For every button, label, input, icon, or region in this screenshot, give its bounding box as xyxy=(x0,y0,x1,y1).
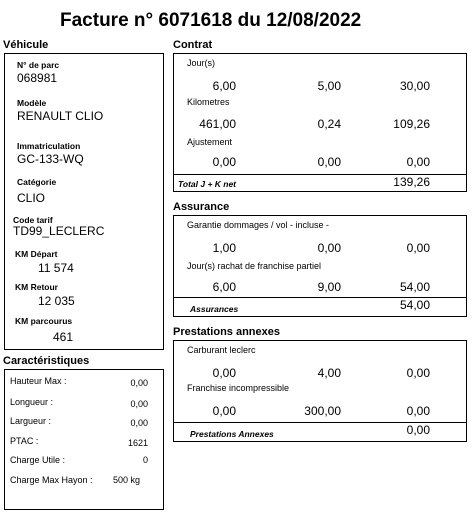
prestations-total-label: Prestations Annexes xyxy=(190,429,274,439)
assurance-total-value: 54,00 xyxy=(399,298,430,312)
parc-label: N° de parc xyxy=(17,60,60,70)
ptac-value: 1621 xyxy=(127,438,148,448)
prestations-line-label: Franchise incompressible xyxy=(187,383,290,393)
prestations-line-qty: 0,00 xyxy=(212,366,236,380)
contrat-line-total: 0,00 xyxy=(406,155,430,169)
invoice-title: Facture n° 6071618 du 12/08/2022 xyxy=(60,10,362,31)
prestations-line-qty: 0,00 xyxy=(212,404,236,418)
km-retour-value: 12 035 xyxy=(38,294,75,308)
prestations-heading: Prestations annexes xyxy=(173,326,280,338)
km-parcourus-label: KM parcourus xyxy=(15,316,73,326)
prestations-line-unit: 300,00 xyxy=(304,404,341,418)
assurance-line-label: Jour(s) rachat de franchise partiel xyxy=(187,261,322,271)
contrat-line-label: Kilometres xyxy=(187,97,230,107)
categorie-label: Catégorie xyxy=(17,177,57,187)
prestations-line-unit: 4,00 xyxy=(317,366,341,380)
charge-hayon-label: Charge Max Hayon : xyxy=(10,475,93,485)
charge-utile-label: Charge Utile : xyxy=(10,455,66,465)
contrat-total-label: Total J + K net xyxy=(178,179,237,189)
contrat-line-label: Ajustement xyxy=(187,137,233,147)
assurance-line-total: 0,00 xyxy=(406,241,430,255)
contrat-line-qty: 0,00 xyxy=(212,155,236,169)
contrat-line-unit: 0,24 xyxy=(317,117,341,131)
prestations-line-label: Carburant leclerc xyxy=(187,345,256,355)
contrat-line-total: 30,00 xyxy=(399,79,430,93)
assurance-line-label: Garantie dommages / vol - incluse - xyxy=(187,220,330,230)
contrat-line-qty: 6,00 xyxy=(212,79,236,93)
km-depart-value: 11 574 xyxy=(38,261,74,275)
charge-hayon-value: 500 kg xyxy=(112,475,140,485)
longueur-label: Longueur : xyxy=(10,397,54,407)
assurance-line-total: 54,00 xyxy=(399,280,430,294)
ptac-label: PTAC : xyxy=(10,436,39,446)
contrat-line-total: 109,26 xyxy=(393,117,430,131)
assurance-total-label: Assurances xyxy=(190,304,239,314)
km-depart-label: KM Départ xyxy=(15,249,58,259)
immatriculation-label: Immatriculation xyxy=(17,141,81,151)
categorie-value: CLIO xyxy=(17,191,46,205)
contrat-line-qty: 461,00 xyxy=(199,117,236,131)
immatriculation-value: GC-133-WQ xyxy=(17,152,84,166)
assurance-heading: Assurance xyxy=(173,201,230,213)
prestations-total-value: 0,00 xyxy=(406,423,430,437)
parc-value: 068981 xyxy=(17,71,58,85)
km-retour-label: KM Retour xyxy=(15,282,58,292)
longueur-value: 0,00 xyxy=(130,399,148,409)
contrat-line-unit: 0,00 xyxy=(317,155,341,169)
assurance-line-qty: 1,00 xyxy=(212,241,236,255)
vehicule-heading: Véhicule xyxy=(3,39,49,51)
code-tarif-label: Code tarif xyxy=(13,215,53,225)
assurance-line-qty: 6,00 xyxy=(212,280,236,294)
contrat-total-value: 139,26 xyxy=(393,175,430,189)
largueur-value: 0,00 xyxy=(130,418,148,428)
prestations-line-total: 0,00 xyxy=(406,404,430,418)
assurance-line-unit: 0,00 xyxy=(317,241,341,255)
contrat-heading: Contrat xyxy=(173,39,213,51)
code-tarif-value: TD99_LECLERC xyxy=(13,224,105,238)
hauteur-value: 0,00 xyxy=(130,378,148,388)
caracteristiques-heading: Caractéristiques xyxy=(3,355,90,367)
hauteur-label: Hauteur Max : xyxy=(10,376,67,386)
km-parcourus-value: 461 xyxy=(53,330,74,344)
modele-value: RENAULT CLIO xyxy=(17,109,104,123)
modele-label: Modèle xyxy=(17,98,47,108)
charge-utile-value: 0 xyxy=(142,455,148,465)
assurance-line-unit: 9,00 xyxy=(317,280,341,294)
prestations-line-total: 0,00 xyxy=(406,366,430,380)
largueur-label: Largueur : xyxy=(10,416,52,426)
contrat-line-label: Jour(s) xyxy=(187,58,216,68)
contrat-line-unit: 5,00 xyxy=(317,79,341,93)
